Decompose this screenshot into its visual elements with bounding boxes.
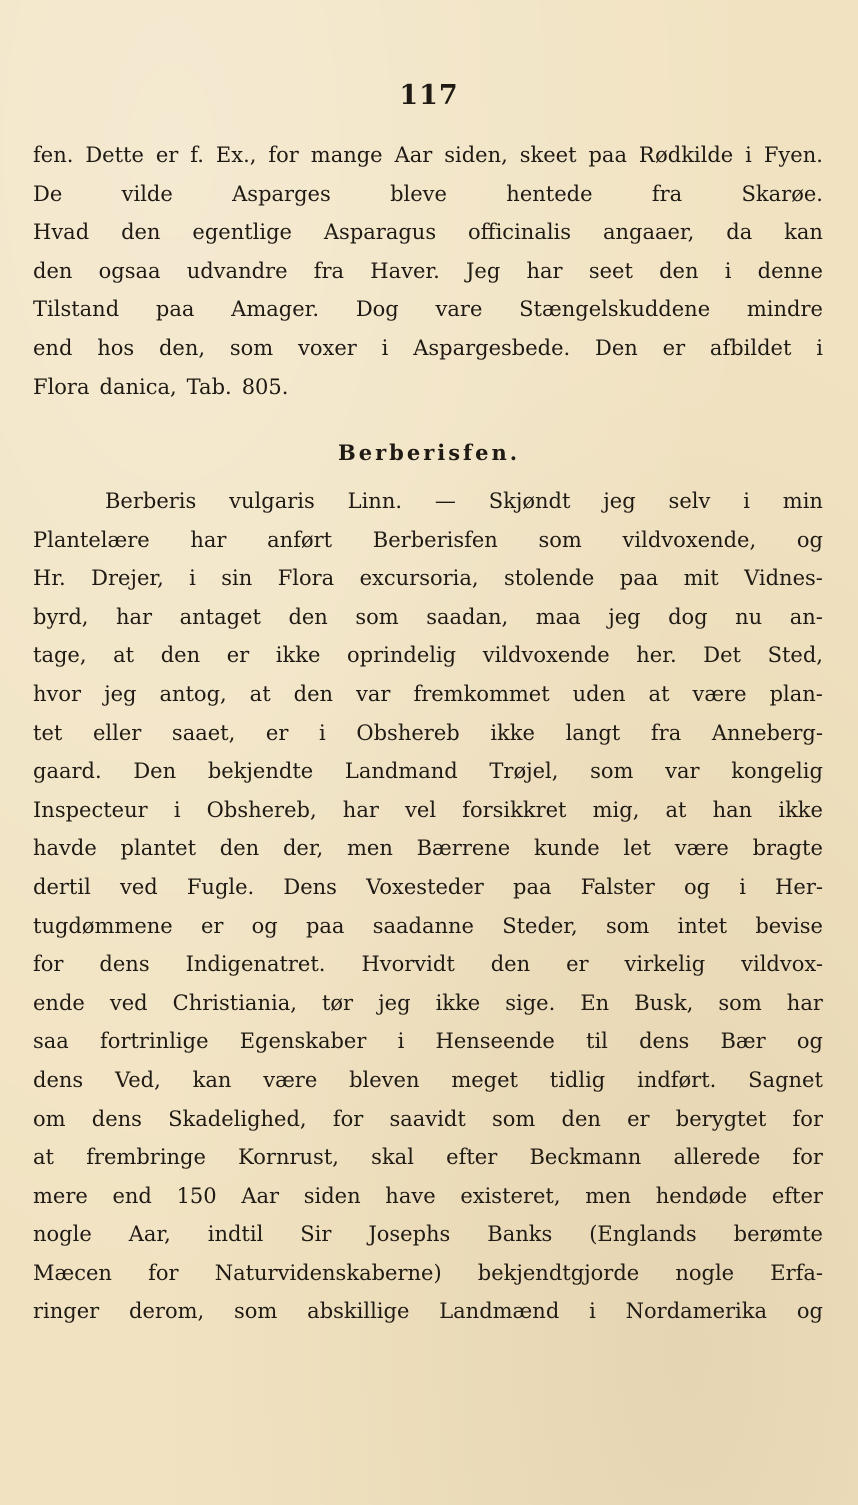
text-line: havde plantet den der, men Bærrene kunde let være bragte	[33, 836, 823, 861]
text-line: end hos den, som voxer i Aspargesbede. Den er afbildet i	[33, 335, 823, 360]
paragraph-berberis	[33, 482, 823, 1331]
section-title: Berberisfen.	[337, 440, 521, 465]
text-line: byrd, har antaget den som saadan, maa jeg dog nu an-	[33, 604, 823, 629]
text-line: Tilstand paa Amager. Dog vare Stængelskuddene mindre	[33, 297, 823, 322]
text-line: for dens Indigenatret. Hvorvidt den er virkelig vildvox-	[33, 952, 823, 977]
text-line: saa fortrinlige Egenskaber i Henseende til dens Bær og	[33, 1029, 823, 1054]
text-line: Mæcen for Naturvidenskaberne) bekjendtgjorde nogle Erfa-	[33, 1260, 823, 1285]
paragraph-asparagus	[33, 136, 823, 406]
text-line: tugdømmene er og paa saadanne Steder, som intet bevise	[33, 913, 823, 938]
text-line: mere end 150 Aar siden have existeret, men hendøde efter	[33, 1183, 823, 1208]
text-line: Flora danica, Tab. 805.	[33, 374, 289, 399]
text-line: Plantelære har anført Berberisfen som vildvoxende, og	[33, 527, 823, 552]
text-line: De vilde Asparges bleve hentede fra Skarøe.	[33, 181, 823, 206]
text-line: Hvad den egentlige Asparagus officinalis angaaer, da kan	[33, 220, 823, 245]
text-line: om dens Skadelighed, for saavidt som den er berygtet for	[33, 1106, 823, 1131]
text-line: at frembringe Kornrust, skal efter Beckmann allerede for	[33, 1145, 823, 1170]
text-line: fen. Dette er f. Ex., for mange Aar siden, skeet paa Rødkilde i Fyen.	[33, 143, 823, 167]
text-line: ende ved Christiania, tør jeg ikke sige. En Busk, som har	[33, 990, 823, 1015]
text-line: tage, at den er ikke oprindelig vildvoxende her. Det Sted,	[33, 643, 823, 668]
text-line: den ogsaa udvandre fra Haver. Jeg har seet den i denne	[33, 258, 823, 283]
text-line: hvor jeg antog, at den var fremkommet uden at være plan-	[33, 681, 823, 706]
text-line: dertil ved Fugle. Dens Voxesteder paa Falster og i Her-	[33, 874, 823, 899]
text-line: Berberis vulgaris Linn. — Skjøndt jeg selv i min	[105, 489, 823, 513]
page-number: 117	[399, 80, 459, 111]
text-line: Hr. Drejer, i sin Flora excursoria, stolende paa mit Vidnes-	[33, 566, 823, 591]
text-line: dens Ved, kan være bleven meget tidlig indført. Sagnet	[33, 1067, 823, 1092]
text-line: Inspecteur i Obshereb, har vel forsikkret mig, at han ikke	[33, 797, 823, 822]
text-line: tet eller saaet, er i Obshereb ikke langt fra Anneberg-	[33, 720, 823, 745]
text-line: gaard. Den bekjendte Landmand Trøjel, som var kongelig	[33, 759, 823, 784]
text-line: ringer derom, som abskillige Landmænd i Nordamerika og	[33, 1299, 823, 1324]
text-line: nogle Aar, indtil Sir Josephs Banks (Englands berømte	[33, 1222, 823, 1247]
